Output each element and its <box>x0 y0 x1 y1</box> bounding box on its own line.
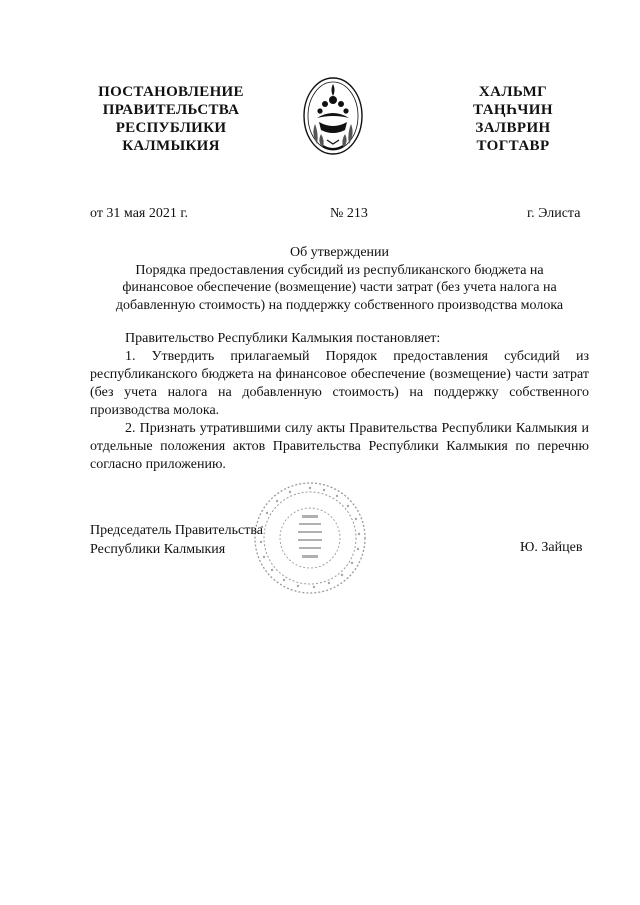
document-title <box>90 244 589 314</box>
header-left-line: ПРАВИТЕЛЬСТВА <box>102 102 240 118</box>
document-date: от 31 мая 2021 г. <box>90 206 189 221</box>
signatory-position <box>90 521 263 559</box>
title-line: финансовое обеспечение (возмещение) части затрат (без учета налога на <box>122 280 557 295</box>
item-1-paragraph: 1. Утвердить прилагаемый Порядок предоставления субсидий из республиканского бюджета на финансовое обеспечение (возмещение) части затрат (без учета налога на добавленную стоимость) на поддержку собственного производства молока. <box>90 349 589 418</box>
header-right-line: ХАЛЬМГ <box>478 84 548 100</box>
document-city: г. Элиста <box>527 206 581 221</box>
document-number: № 213 <box>330 206 368 221</box>
header-left-line: ПОСТАНОВЛЕНИЕ <box>98 84 244 100</box>
title-line: добавленную стоимость) на поддержку собственного производства молока <box>115 297 564 313</box>
header-right-line: ЗАЛВРИН <box>475 120 551 136</box>
official-seal-stamp-icon <box>252 479 368 597</box>
title-line: Об утверждении <box>289 245 390 260</box>
coat-of-arms-icon <box>301 74 365 158</box>
title-line: Порядка предоставления субсидий из республиканского бюджета на <box>135 262 544 278</box>
document-body <box>90 330 589 474</box>
signatory-name: Ю. Зайцев <box>520 540 583 555</box>
item-2-paragraph: 2. Признать утратившими силу акты Правительства Республики Калмыкия и отдельные положения актов Правительства Республики Калмыкия по перечню согласно приложению. <box>90 421 589 472</box>
header-right <box>453 83 573 155</box>
header-left-line: РЕСПУБЛИКИ <box>115 120 227 136</box>
intro-paragraph: Правительство Республики Калмыкия постановляет: <box>125 331 441 346</box>
header-left <box>96 83 246 155</box>
signatory-position-line: Республики Калмыкия <box>90 542 226 557</box>
signatory-position-line: Председатель Правительства <box>90 523 263 538</box>
header-left-line: КАЛМЫКИЯ <box>122 138 220 154</box>
header-right-line: ТОГТАВР <box>476 138 550 154</box>
header-right-line: ТАҢҺЧИН <box>473 102 553 118</box>
